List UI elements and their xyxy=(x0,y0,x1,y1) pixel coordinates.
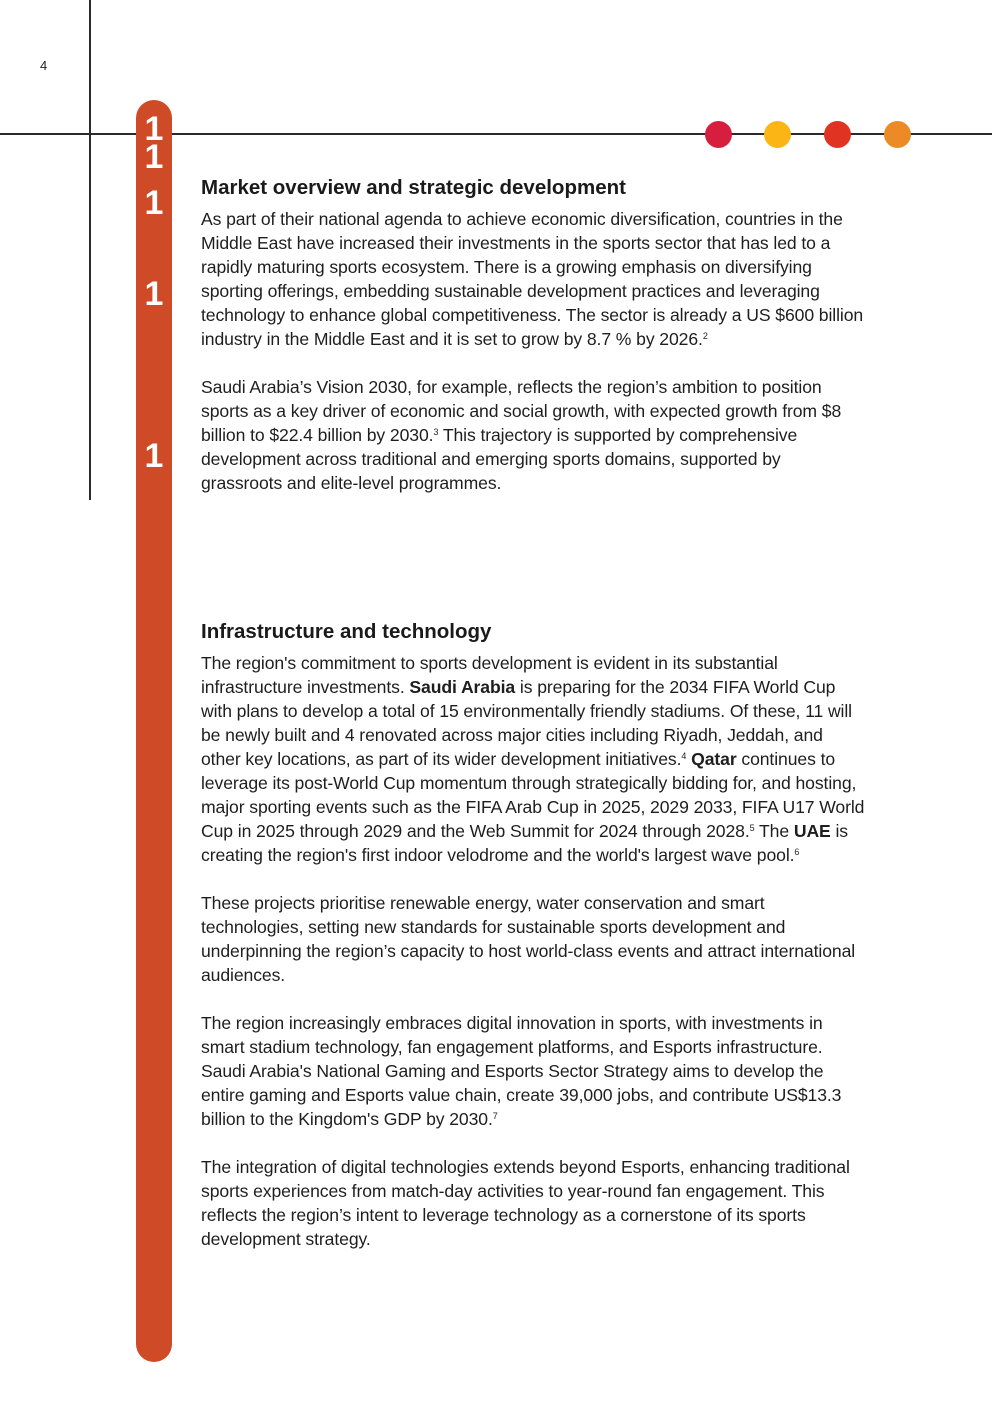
footnote-ref[interactable]: 5 xyxy=(749,823,755,833)
accent-sidebar-bar xyxy=(136,100,172,1362)
section-title: Infrastructure and technology xyxy=(201,620,492,643)
footnote-ref[interactable]: 6 xyxy=(794,847,800,857)
pill-digit: 1 xyxy=(144,138,164,176)
footnote-ref[interactable]: 4 xyxy=(681,751,687,761)
footnote-ref[interactable]: 2 xyxy=(702,331,708,341)
paragraph: These projects prioritise renewable energy, water conservation and smart technologies, setting new standards for sustainable sports development and underpinning the region’s capacity to host world-class events and attract international audiences. xyxy=(201,893,856,985)
bold-country: Qatar xyxy=(691,749,737,769)
paragraph-text: Saudi Arabia’s Vision 2030, for example, reflects the region’s ambition to position sports as a key driver of economic and social growth, with expected growth from $8 billion to $22.4 billion by 2030. xyxy=(201,377,842,445)
bold-country: UAE xyxy=(793,821,831,841)
paragraph xyxy=(201,375,866,495)
crimson-dot-icon xyxy=(705,121,732,148)
paragraph-text: is preparing for the 2034 FIFA World Cup with plans to develop a total of 15 environmentally friendly stadiums. Of these, 11 will be newly built and 4 renovated across major cities including Riyadh, Jeddah, and other key locations, as part of its wider development initiatives. xyxy=(201,677,852,769)
pill-digit: 1 xyxy=(144,110,164,148)
pill-digit: 1 xyxy=(144,184,164,222)
pill-digit: 1 xyxy=(144,437,164,475)
paragraph xyxy=(201,1011,866,1131)
bold-country: Saudi Arabia xyxy=(409,677,516,697)
page-number: 4 xyxy=(40,58,48,73)
paragraph-text: The region increasingly embraces digital innovation in sports, with investments in smart stadium technology, fan engagement platforms, and Esports infrastructure. Saudi Arabia's National Gaming and Esports Sector Strategy aims to develop the entire gaming and Esports value chain, create 39,000 jobs, and contribute US$13.3 billion to the Kingdom's GDP by 2030. xyxy=(201,1013,842,1129)
footnote-ref[interactable]: 7 xyxy=(492,1111,498,1121)
footnote-ref[interactable]: 3 xyxy=(433,427,439,437)
yellow-dot-icon xyxy=(764,121,791,148)
paragraph-text: As part of their national agenda to achieve economic diversification, countries in the Middle East have increased their investments in the sports sector that has led to a rapidly maturing sports ecosystem. There is a growing emphasis on diversifying sporting offerings, embedding sustainable development practices and leveraging technology to enhance global competitiveness. The sector is already a US $600 billion industry in the Middle East and it is set to grow by 8.7 % by 2026. xyxy=(201,209,864,349)
red-dot-icon xyxy=(824,121,851,148)
paragraph-text: This trajectory is supported by comprehensive development across traditional and emerging sports domains, supported by grassroots and elite-level programmes. xyxy=(201,425,798,493)
paragraph: The integration of digital technologies extends beyond Esports, enhancing traditional sports experiences from match-day activities to year-round fan engagement. This reflects the region’s intent to leverage technology as a cornerstone of its sports development strategy. xyxy=(201,1157,850,1249)
orange-dot-icon xyxy=(884,121,911,148)
paragraph-text: continues to leverage its post-World Cup momentum through strategically bidding for, and hosting, major sporting events such as the FIFA Arab Cup in 2025, 2029 2033, FIFA U17 World Cup in 2025 through 2029 and the Web Summit for 2024 through 2028. xyxy=(201,749,865,841)
paragraph-text: is creating the region's first indoor velodrome and the world's largest wave pool. xyxy=(201,821,848,865)
section-infrastructure xyxy=(201,619,866,1275)
pill-digit: 1 xyxy=(144,275,164,313)
paragraph-text: The region's commitment to sports development is evident in its substantial infrastructure investments. xyxy=(201,653,778,697)
vertical-rule xyxy=(89,0,91,500)
paragraph xyxy=(201,207,866,351)
paragraph xyxy=(201,651,866,867)
section-title: Market overview and strategic development xyxy=(201,176,626,199)
paragraph-text: The xyxy=(754,821,794,841)
section-market-overview xyxy=(201,175,866,519)
